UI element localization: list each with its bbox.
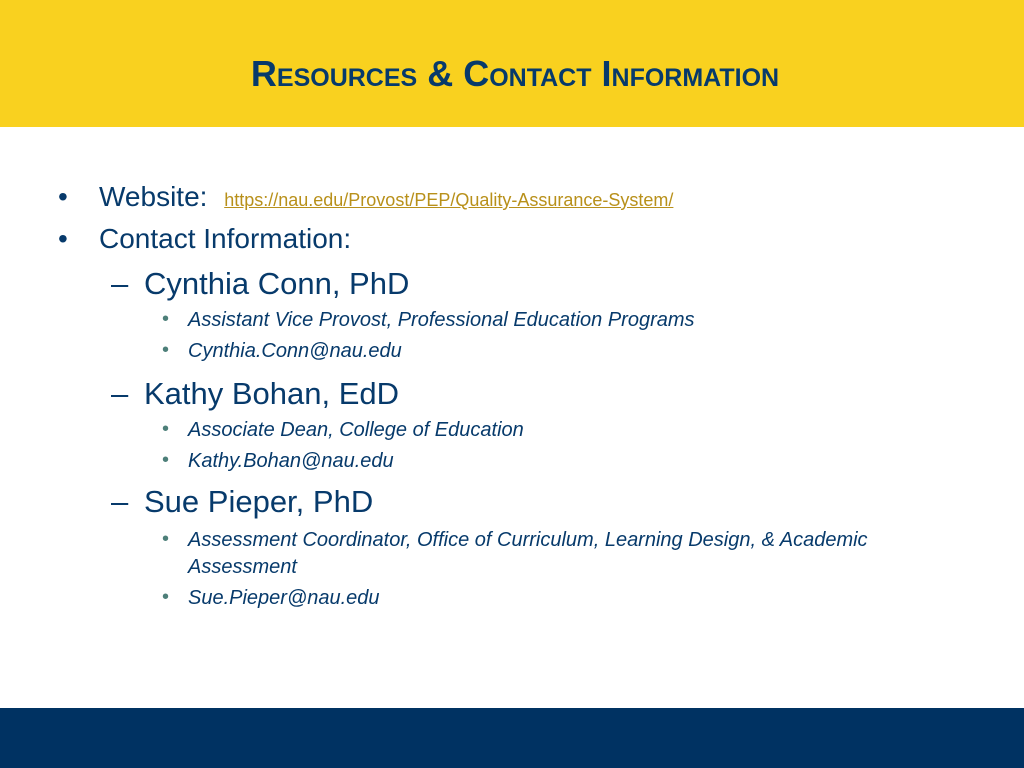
bullet-website bbox=[58, 181, 674, 216]
contact-name bbox=[111, 484, 374, 520]
contact-role-text: Assistant Vice Provost, Professional Education Programs bbox=[188, 309, 695, 331]
slide-title: Resources & Contact Information bbox=[250, 53, 780, 94]
website-label: Website: bbox=[99, 181, 208, 212]
contact-name-text: Cynthia Conn, PhD bbox=[144, 266, 410, 301]
dash-icon: – bbox=[111, 266, 129, 301]
contact-role-continued bbox=[188, 554, 297, 581]
contact-role bbox=[162, 527, 868, 554]
bullet-icon: • bbox=[162, 339, 170, 361]
bullet-icon: • bbox=[162, 418, 170, 440]
bullet-icon: • bbox=[58, 223, 68, 254]
slide-footer-bar bbox=[0, 708, 1024, 768]
dash-icon: – bbox=[111, 376, 129, 411]
contact-role bbox=[162, 307, 695, 334]
contact-email bbox=[162, 338, 402, 365]
contact-email-text[interactable]: Cynthia.Conn@nau.edu bbox=[188, 340, 402, 362]
contact-name bbox=[111, 376, 400, 412]
contact-email bbox=[162, 585, 380, 612]
contact-info-label: Contact Information: bbox=[99, 223, 352, 254]
contact-role-text: Associate Dean, College of Education bbox=[188, 419, 524, 441]
contact-email-text[interactable]: Kathy.Bohan@nau.edu bbox=[188, 450, 394, 472]
dash-icon: – bbox=[111, 484, 129, 519]
contact-name bbox=[111, 266, 410, 302]
bullet-icon: • bbox=[162, 449, 170, 471]
contact-role bbox=[162, 417, 524, 444]
bullet-icon: • bbox=[162, 308, 170, 330]
contact-name-text: Sue Pieper, PhD bbox=[144, 484, 374, 519]
contact-role-text: Assessment Coordinator, Office of Curriculum, Learning Design, & Academic bbox=[188, 529, 868, 551]
bullet-icon: • bbox=[58, 181, 68, 212]
website-link[interactable]: https://nau.edu/Provost/PEP/Quality-Assurance-System/ bbox=[224, 190, 674, 210]
contact-role-text: Assessment bbox=[188, 556, 297, 578]
contact-email-text[interactable]: Sue.Pieper@nau.edu bbox=[188, 587, 380, 609]
bullet-icon: • bbox=[162, 586, 170, 608]
contact-email bbox=[162, 448, 394, 475]
bullet-icon: • bbox=[162, 528, 170, 550]
contact-name-text: Kathy Bohan, EdD bbox=[144, 376, 400, 411]
bullet-contact-info bbox=[58, 223, 352, 255]
